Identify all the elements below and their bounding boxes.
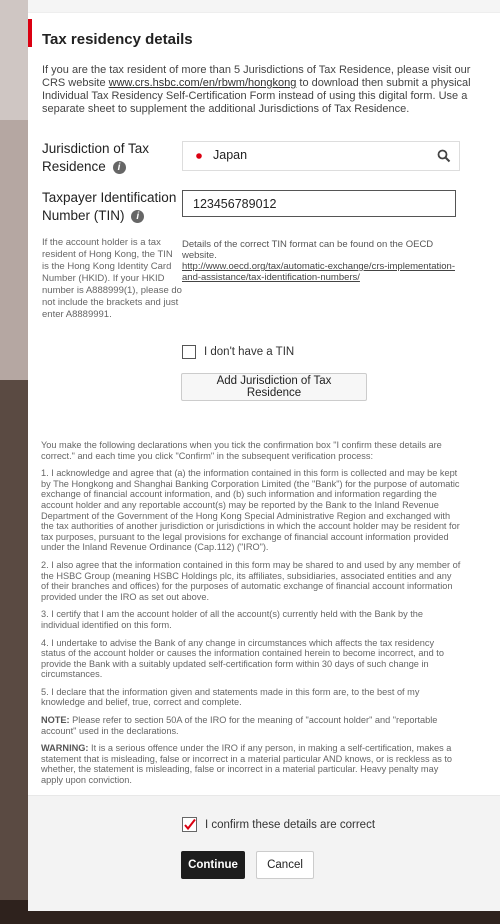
confirm-checkbox[interactable] <box>182 817 197 832</box>
search-icon[interactable] <box>437 149 451 163</box>
oecd-link[interactable]: http://www.oecd.org/tax/automatic-exchange/crs-implementation-and-assistance/tax-identification-numbers/ <box>182 261 455 283</box>
continue-button[interactable]: Continue <box>181 851 245 879</box>
declaration-item: 1. I acknowledge and agree that (a) the information contained in this form is collected and may be kept by The Hongkong and Shanghai Banking Corporation Limited (the "Bank") for the purpose of automatic exchange of financial account information, and (b) such information and information regarding the account holder and any reportable account(s) may be reported by the Bank to the Inland Revenue Department of the Government of the Hong Kong Special Administrative Region and exchanged with the tax authorities of another jurisdiction or jurisdictions in which the account holder may be resident for tax purposes, pursuant to the legal provisions for exchange of financial account information provided under the Inland Revenue Ordinance (Cap.112) ("IRO"). <box>41 468 460 553</box>
tax-residency-panel <box>28 0 500 910</box>
jurisdiction-value: Japan <box>213 148 248 162</box>
jurisdiction-select[interactable] <box>182 141 460 171</box>
declaration-item: 5. I declare that the information given and statements made in this form are, to the best of my knowledge and belief, true, correct and complete. <box>41 686 420 708</box>
declaration-item: 4. I undertake to advise the Bank of any change in circumstances which affects the tax residency status of the account holder or causes the information contained herein to become incorrect, and to provide the Bank with a suitably updated self-certification form within 30 days of such change in circumstances. <box>41 637 444 680</box>
tin-input[interactable] <box>182 190 456 217</box>
accent-bar <box>28 19 32 47</box>
tin-label-text: Taxpayer Identification Number (TIN) <box>42 190 177 223</box>
tin-label <box>42 189 192 225</box>
section-title: Tax residency details <box>42 31 193 48</box>
warning-text: It is a serious offence under the IRO if any person, in making a self-certification, makes a statement that is misleading, false or incorrect in a material particular AND knows, or is reckless as to whether, the statement is misleading, false or incorrect in a material particular. Heavy penalty may apply upon conviction. <box>41 743 453 786</box>
declarations-intro: You make the following declarations when you tick the confirmation box "I confirm these details are correct." and each time you click "Confirm" in the subsequent verification process: <box>41 440 442 461</box>
info-icon[interactable]: i <box>131 210 144 223</box>
section-header <box>28 29 500 51</box>
no-tin-option[interactable] <box>182 345 294 359</box>
cancel-button[interactable]: Cancel <box>256 851 314 879</box>
warning-paragraph <box>41 743 461 785</box>
confirm-label: I confirm these details are correct <box>205 818 376 831</box>
japan-flag-icon <box>194 151 204 161</box>
confirm-option[interactable] <box>182 817 375 832</box>
note-paragraph <box>41 715 461 736</box>
intro-paragraph <box>42 64 474 116</box>
checkmark-icon <box>182 817 197 832</box>
info-icon[interactable]: i <box>113 161 126 174</box>
tin-help-text: If the account holder is a tax resident of Hong Kong, the TIN is the Hong Kong Identity Card Number (HKID). If your HKID number is A888999(1), please do not include the brackets and just enter A8889991. <box>42 237 182 320</box>
top-strip <box>28 0 500 13</box>
intro-text: If you are the tax resident of more than 5 Jurisdictions of Tax Residence, please visit our CRS website <box>42 64 471 89</box>
intro-text-after: to download then submit a physical Individual Tax Residency Self-Certification Form instead of using this digital form. Use a separate sheet to supplement the additional Jurisdictions of Tax Residence. <box>42 77 471 115</box>
declarations <box>41 440 461 793</box>
oecd-help-text: Details of the correct TIN format can be found on the OECD website. <box>182 239 434 261</box>
confirm-area <box>28 795 500 911</box>
jurisdiction-label-text: Jurisdiction of Tax Residence <box>42 141 150 174</box>
no-tin-checkbox[interactable] <box>182 345 196 359</box>
declaration-item: 2. I also agree that the information contained in this form may be shared to and used by any member of the HSBC Group (meaning HSBC Holdings plc, its affiliates, subsidiaries, associated entities and any of their branches and offices) for the purposes of automatic exchange of financial account information provided under the IRO as set out above. <box>41 559 461 602</box>
note-label: NOTE: <box>41 715 70 726</box>
note-text: Please refer to section 50A of the IRO for the meaning of "account holder" and "reportable account" used in the declarations. <box>41 715 438 736</box>
warning-label: WARNING: <box>41 743 89 754</box>
no-tin-label: I don't have a TIN <box>204 346 295 358</box>
crs-website-link[interactable]: www.crs.hsbc.com/en/rbwm/hongkong <box>108 77 297 89</box>
declaration-item: 3. I certify that I am the account holder of all the account(s) currently held with the Bank by the individual identified on this form. <box>41 609 423 630</box>
oecd-help <box>182 239 462 283</box>
add-jurisdiction-button[interactable]: Add Jurisdiction of Tax Residence <box>181 373 367 401</box>
